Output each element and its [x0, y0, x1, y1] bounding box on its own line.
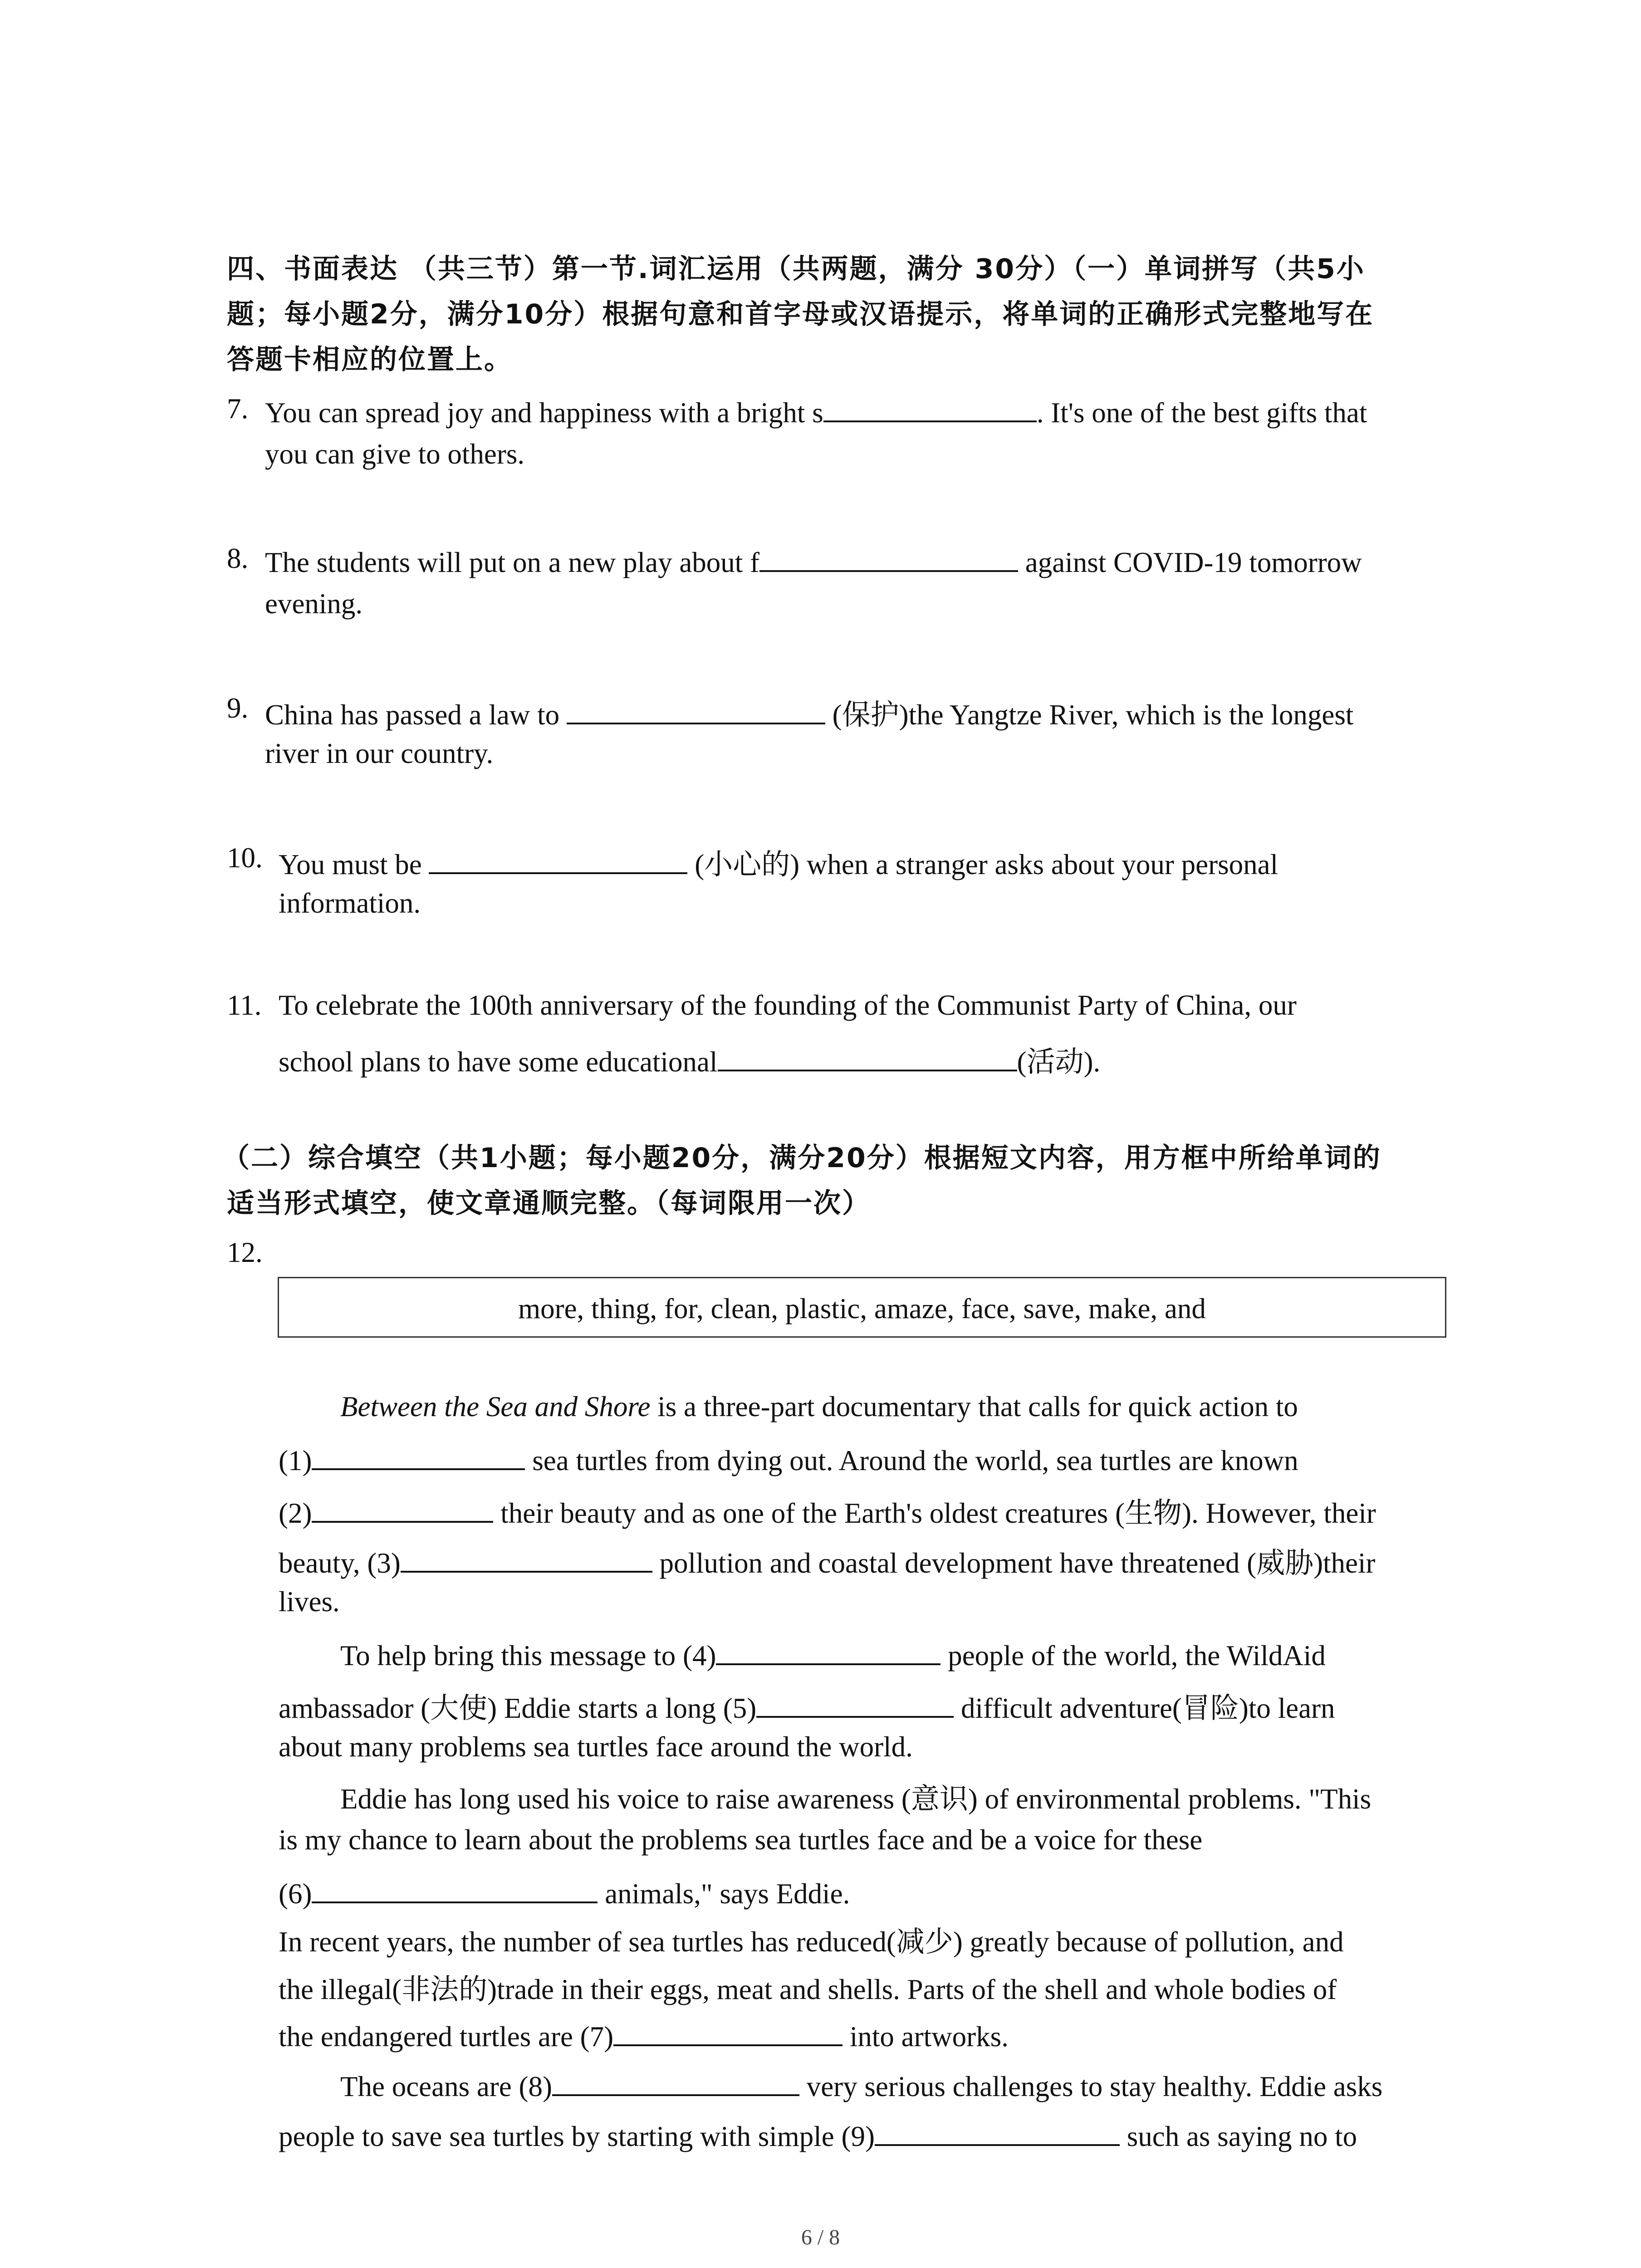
question-7-line-2: you can give to others. — [265, 438, 525, 470]
question-8-line-2: evening. — [265, 588, 363, 620]
passage-p3-line-2: is my chance to learn about the problems sea turtles face and be a voice for these — [279, 1824, 1203, 1856]
question-7-line-1 — [265, 392, 1367, 430]
blank-1-label: (1) — [279, 1445, 312, 1476]
passage-p1-line-4-a: beauty, (3) — [279, 1547, 401, 1579]
passage-p2-line-2-b: difficult adventure(冒险)to learn — [954, 1692, 1335, 1724]
documentary-title: Between the Sea and Shore — [340, 1391, 651, 1422]
answer-blank-12-7[interactable] — [613, 2016, 843, 2046]
passage-p5-line-1-a: The oceans are (8) — [340, 2071, 552, 2102]
answer-blank-12-3[interactable] — [401, 1543, 652, 1573]
question-9-line-2: river in our country. — [265, 738, 494, 769]
passage-p4-line-3-b: into artworks. — [843, 2021, 1009, 2053]
passage-p1-line-5: lives. — [279, 1586, 340, 1618]
passage-p1-line-4 — [279, 1540, 1376, 1581]
question-10-line-2: information. — [279, 887, 421, 919]
passage-p1-line-3-text: their beauty and as one of the Earth's oldest creatures (生物). However, their — [493, 1497, 1376, 1529]
question-10-text-b: (小心的) when a stranger asks about your personal — [687, 849, 1279, 880]
answer-blank-7[interactable] — [823, 392, 1037, 422]
blank-2-label: (2) — [279, 1497, 312, 1529]
answer-blank-12-6[interactable] — [312, 1873, 598, 1903]
question-9-text-b: (保护)the Yangtze River, which is the longest — [825, 699, 1354, 731]
passage-p4-line-1: In recent years, the number of sea turtles has reduced(减少) greatly because of pollution, and — [279, 1926, 1344, 1958]
passage-p5-line-2-a: people to save sea turtles by starting with simple (9) — [279, 2121, 875, 2152]
passage-p3-line-1: Eddie has long used his voice to raise awareness (意识) of environmental problems. "This — [340, 1783, 1372, 1815]
blank-6-label: (6) — [279, 1878, 312, 1910]
question-9-text-a: China has passed a law to — [265, 699, 567, 731]
answer-blank-12-1[interactable] — [312, 1440, 525, 1470]
question-10-line-1 — [279, 841, 1278, 883]
question-7-number: 7. — [227, 393, 249, 425]
part-2-heading-line-2: 适当形式填空，使文章通顺完整。（每词限用一次） — [227, 1188, 871, 1219]
passage-p1-line-3 — [279, 1490, 1376, 1531]
question-9-number: 9. — [227, 692, 249, 724]
passage-p1-line-2 — [279, 1440, 1298, 1477]
question-11-text-c: (活动). — [1017, 1046, 1101, 1078]
answer-blank-8[interactable] — [759, 542, 1018, 572]
section-heading-line-2: 题；每小题2分，满分10分）根据句意和首字母或汉语提示，将单词的正确形式完整地写在 — [227, 298, 1374, 330]
answer-blank-12-4[interactable] — [716, 1635, 941, 1665]
word-bank-box: more, thing, for, clean, plastic, amaze, face, save, make, and — [278, 1277, 1446, 1338]
passage-p5-line-2-b: such as saying no to — [1119, 2121, 1357, 2152]
part-2-heading-line-1: （二）综合填空（共1小题；每小题20分，满分20分）根据短文内容，用方框中所给单词的 — [222, 1142, 1381, 1174]
question-11-line-2 — [279, 1039, 1100, 1080]
question-9-line-1 — [265, 692, 1353, 733]
question-8-line-1 — [265, 542, 1362, 579]
question-12-number: 12. — [227, 1237, 263, 1268]
answer-blank-12-2[interactable] — [312, 1493, 493, 1523]
question-11-line-1: To celebrate the 100th anniversary of the founding of the Communist Party of China, our — [279, 989, 1297, 1021]
question-10-number: 10. — [227, 842, 263, 874]
answer-blank-12-5[interactable] — [756, 1688, 954, 1718]
passage-p4-line-2: the illegal(非法的)trade in their eggs, meat and shells. Parts of the shell and whole bodies of — [279, 1974, 1337, 2005]
page-number: 6 / 8 — [801, 2225, 840, 2249]
question-8-number: 8. — [227, 543, 249, 574]
passage-p4-line-3-a: the endangered turtles are (7) — [279, 2021, 614, 2053]
passage-p2-line-1-b: people of the world, the WildAid — [941, 1640, 1326, 1672]
answer-blank-12-9[interactable] — [875, 2116, 1120, 2146]
passage-p1-line-4-b: pollution and coastal development have threatened (威胁)their — [652, 1547, 1376, 1579]
section-heading-line-1: 四、书面表达 （共三节）第一节.词汇运用（共两题，满分 30分）（一）单词拼写（共5小 — [227, 253, 1365, 285]
section-heading-line-3: 答题卡相应的位置上。 — [227, 344, 513, 376]
question-8-text-a: The students will put on a new play about f — [265, 547, 760, 578]
answer-blank-11[interactable] — [718, 1041, 1017, 1071]
passage-p2-line-1-a: To help bring this message to (4) — [340, 1640, 716, 1672]
passage-p3-line-3 — [279, 1873, 850, 1911]
passage-p2-line-3: about many problems sea turtles face around the world. — [279, 1731, 913, 1763]
passage-p2-line-1 — [340, 1635, 1326, 1672]
passage-p2-line-2 — [279, 1685, 1335, 1726]
passage-p3-line-3-text: animals," says Eddie. — [598, 1878, 850, 1910]
passage-p5-line-2 — [279, 2116, 1357, 2153]
answer-blank-10[interactable] — [429, 844, 687, 874]
passage-p2-line-2-a: ambassador (大使) Eddie starts a long (5) — [279, 1692, 757, 1724]
passage-p5-line-1-b: very serious challenges to stay healthy. Eddie asks — [799, 2071, 1383, 2102]
question-7-text-a: You can spread joy and happiness with a bright s — [265, 397, 823, 429]
question-7-text-b: . It's one of the best gifts that — [1036, 397, 1367, 429]
question-8-text-b: against COVID-19 tomorrow — [1018, 547, 1362, 578]
passage-p1-line-1 — [340, 1390, 1298, 1423]
question-11-text-b: school plans to have some educational — [279, 1046, 718, 1078]
passage-p4-line-3 — [279, 2016, 1009, 2053]
passage-p5-line-1 — [340, 2066, 1382, 2103]
passage-p1-line-1-rest: is a three-part documentary that calls for quick action to — [650, 1391, 1298, 1422]
answer-blank-9[interactable] — [567, 694, 825, 724]
question-11-number: 11. — [227, 989, 262, 1021]
passage-p1-line-2-text: sea turtles from dying out. Around the world, sea turtles are known — [525, 1445, 1298, 1476]
answer-blank-12-8[interactable] — [552, 2066, 799, 2096]
question-10-text-a: You must be — [279, 849, 429, 880]
